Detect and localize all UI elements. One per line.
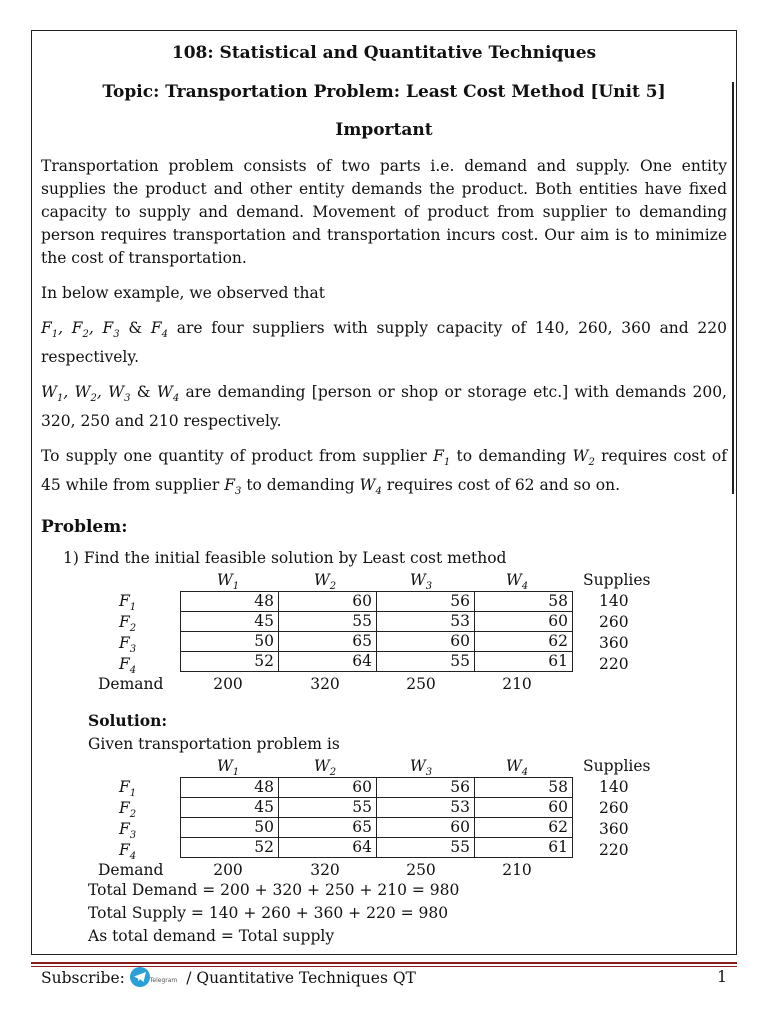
demand-value: 210 [502,675,532,694]
demand-label: Demand [98,861,164,880]
demand-value: 200 [213,675,243,694]
row-label: $F_1$ [119,778,137,800]
cost-table-solution [41,757,727,879]
demand-value: 200 [213,861,243,880]
demand-value: 320 [310,861,340,880]
cost-cell: 58 [475,778,573,798]
cost-cell: 62 [475,818,573,838]
row-label: $F_2$ [119,613,137,635]
cost-cell: 65 [279,818,377,838]
table-row [181,592,573,612]
supply-value: 360 [599,820,629,839]
supply-value: 220 [599,841,629,860]
topic-title: Topic: Transportation Problem: Least Cost Method [Unit 5] [102,82,666,102]
cost-cell: 53 [377,612,475,632]
subscribe-label: Subscribe: [41,969,125,987]
cost-cell: 60 [377,632,475,652]
column-header: $W_1$ [216,757,240,779]
course-title: 108: Statistical and Quantitative Techniques [171,43,597,63]
footer [41,967,727,991]
column-header: $W_4$ [505,571,529,593]
row-label: $F_4$ [119,655,137,677]
demand-value: 250 [406,675,436,694]
suppliers-text: are four suppliers with supply capacity of 140, 260, 360 and 220 respectively. [41,319,727,367]
row-label: $F_4$ [119,841,137,863]
telegram-icon[interactable] [130,967,150,987]
demand-value: 210 [502,861,532,880]
row-label: $F_3$ [119,634,137,656]
cost-cell: 60 [279,778,377,798]
row-label: $F_2$ [119,799,137,821]
cost-cell: 65 [279,632,377,652]
total-supply-line: Total Supply = 140 + 260 + 360 + 220 = 980 [88,904,449,923]
balance-line: As total demand = Total supply [88,927,335,946]
column-header: $W_3$ [409,757,433,779]
cost-cell: 48 [181,778,279,798]
cost-cell: 64 [279,652,377,672]
column-header: $W_3$ [409,571,433,593]
page-content [41,42,727,948]
given-line: Given transportation problem is [88,735,340,754]
important-heading: Important [335,120,433,140]
cost-cell: 60 [377,818,475,838]
table-row [181,778,573,798]
cost-cell: 60 [279,592,377,612]
cost-cell: 62 [475,632,573,652]
supply-value: 220 [599,655,629,674]
cost-text-d: to demanding [246,476,355,495]
column-header: $W_1$ [216,571,240,593]
cost-example-paragraph: To supply one quantity of product from supplier $F_1$ to demanding $W_2$ requires cost of 45 while from supplier $F_3$ to demanding $W_4$ requires cost of 62 and so on. [41,447,727,498]
table-row [181,838,573,858]
supply-value: 360 [599,634,629,653]
cost-cell: 48 [181,592,279,612]
suppliers-paragraph: $F_1$, $F_2$, $F_3$ & $F_4$ are four suppliers with supply capacity of 140, 260, 360 and 220 respectively. [41,319,727,367]
column-header: $W_4$ [505,757,529,779]
row-label: $F_3$ [119,820,137,842]
cost-cell: 60 [475,612,573,632]
cost-text-c: requires cost of 45 while from supplier [41,447,727,495]
cost-cell: 53 [377,798,475,818]
problem-heading: Problem: [41,517,128,538]
cost-cell: 58 [475,592,573,612]
table-row [181,818,573,838]
cost-cell: 45 [181,798,279,818]
intro-paragraph: Transportation problem consists of two parts i.e. demand and supply. One entity supplies the product and other entity demands the product. Both entities have fixed capacity to supply and demand. Movement of product from supplier to demanding person requires transportation and transportation incurs cost. Our aim is to minimize the cost of transportation. [41,157,727,267]
demands-text: are demanding [person or shop or storage etc.] with demands 200, 320, 250 and 210 respectively. [41,383,727,431]
supply-value: 140 [599,592,629,611]
table-row [181,652,573,672]
cost-cell: 55 [279,612,377,632]
demand-label: Demand [98,675,164,694]
margin-bar [732,82,734,494]
cost-text-a: To supply one quantity of product from supplier [41,447,427,466]
demand-value: 320 [310,675,340,694]
observation-line: In below example, we observed that [41,284,325,302]
cost-text-b: to demanding [456,447,567,466]
supply-value: 260 [599,613,629,632]
table-row [181,612,573,632]
cost-cell: 61 [475,652,573,672]
table-row [181,798,573,818]
cost-matrix [180,777,573,858]
cost-matrix [180,591,573,672]
demand-value: 250 [406,861,436,880]
cost-cell: 56 [377,778,475,798]
cost-cell: 55 [377,652,475,672]
cost-cell: 55 [279,798,377,818]
column-header: $W_2$ [313,571,337,593]
supplies-header: Supplies [583,757,651,776]
cost-table-problem [41,571,727,693]
table-row [181,632,573,652]
cost-cell: 52 [181,652,279,672]
cost-cell: 45 [181,612,279,632]
question-1: 1) Find the initial feasible solution by Least cost method [63,549,507,568]
supplies-header: Supplies [583,571,651,590]
channel-name[interactable]: / Quantitative Techniques QT [186,969,416,987]
cost-cell: 61 [475,838,573,858]
column-header: $W_2$ [313,757,337,779]
cost-cell: 52 [181,838,279,858]
footer-rule [31,962,737,964]
telegram-text: Telegram [149,977,178,984]
cost-cell: 60 [475,798,573,818]
supply-value: 140 [599,778,629,797]
cost-cell: 50 [181,818,279,838]
total-demand-line: Total Demand = 200 + 320 + 250 + 210 = 980 [88,881,460,900]
page-number: 1 [717,968,727,986]
cost-cell: 50 [181,632,279,652]
cost-text-e: requires cost of 62 and so on. [386,476,621,495]
supply-value: 260 [599,799,629,818]
cost-cell: 64 [279,838,377,858]
cost-cell: 56 [377,592,475,612]
cost-cell: 55 [377,838,475,858]
demands-paragraph: $W_1$, $W_2$, $W_3$ & $W_4$ are demanding [person or shop or storage etc.] with demands 200, 320, 250 and 210 respectively. [41,383,727,431]
solution-heading: Solution: [88,711,168,731]
row-label: $F_1$ [119,592,137,614]
